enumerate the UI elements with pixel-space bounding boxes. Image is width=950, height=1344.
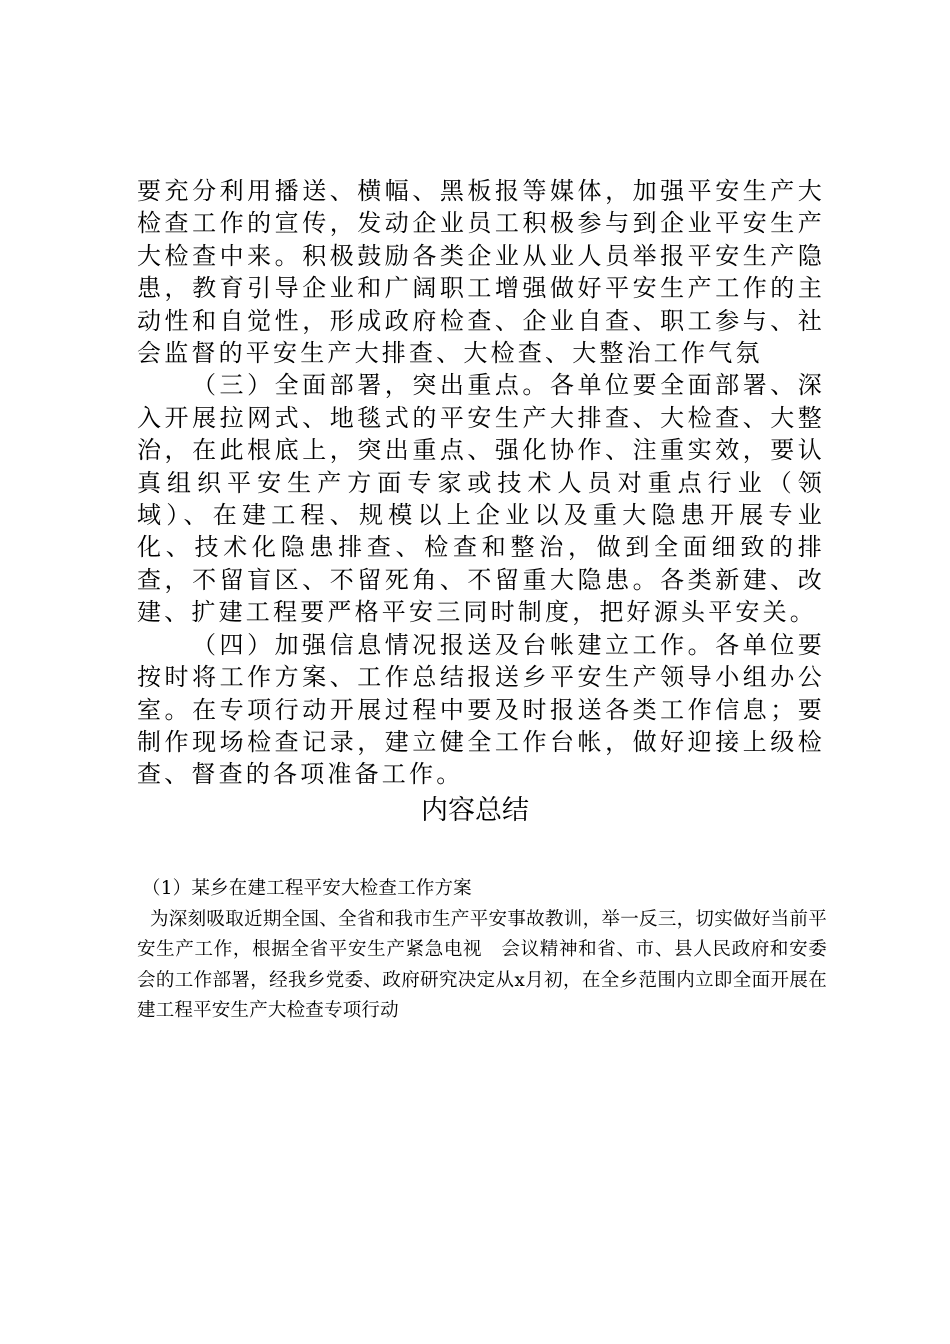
paragraph-reporting: （四）加强信息情况报送及台帐建立工作。各单位要按时将工作方案、工作总结报送乡平安生产领导小组办公室。在专项行动开展过程中要及时报送各类工作信息；要制作现场检查记录，建立健全工作台帐，做好迎接上级检查、督查的各项准备工作。 — [137, 630, 825, 789]
summary-title: 内容总结 — [421, 795, 529, 826]
summary-item-heading: （1）某乡在建工程平安大检查工作方案 — [142, 878, 472, 899]
work-measures-section — [137, 175, 825, 791]
paragraph-publicity: 要充分利用播送、横幅、黑板报等媒体，加强平安生产大检查工作的宣传，发动企业员工积极参与到企业平安生产大检查中来。积极鼓励各类企业从业人员举报平安生产隐患，教育引导企业和广阔职工增强做好平安生产工作的主动性和自觉性，形成政府检查、企业自查、职工参与、社会监督的平安生产大排查、大检查、大整治工作气氛 — [137, 177, 825, 368]
summary-section — [137, 874, 827, 1027]
summary-item-body: 为深刻吸取近期全国、全省和我市生产平安事故教训，举一反三，切实做好当前平安生产工作，根据全省平安生产紧急电视 会议精神和省、市、县人民政府和安委会的工作部署，经我乡党委、政府研究决定从x月初，在全乡范围内立即全面开展在建工程平安生产大检查专项行动 — [137, 908, 827, 1021]
paragraph-deployment: （三）全面部署，突出重点。各单位要全面部署、深入开展拉网式、地毯式的平安生产大排查、大检查、大整治，在此根底上，突出重点、强化协作、注重实效，要认真组织平安生产方面专家或技术人员对重点行业（领域）、在建工程、规模以上企业以及重大隐患开展专业化、技术化隐患排查、检查和整治，做到全面细致的排查，不留盲区、不留死角、不留重大隐患。各类新建、改建、扩建工程要严格平安三同时制度，把好源头平安关。 — [137, 371, 825, 627]
